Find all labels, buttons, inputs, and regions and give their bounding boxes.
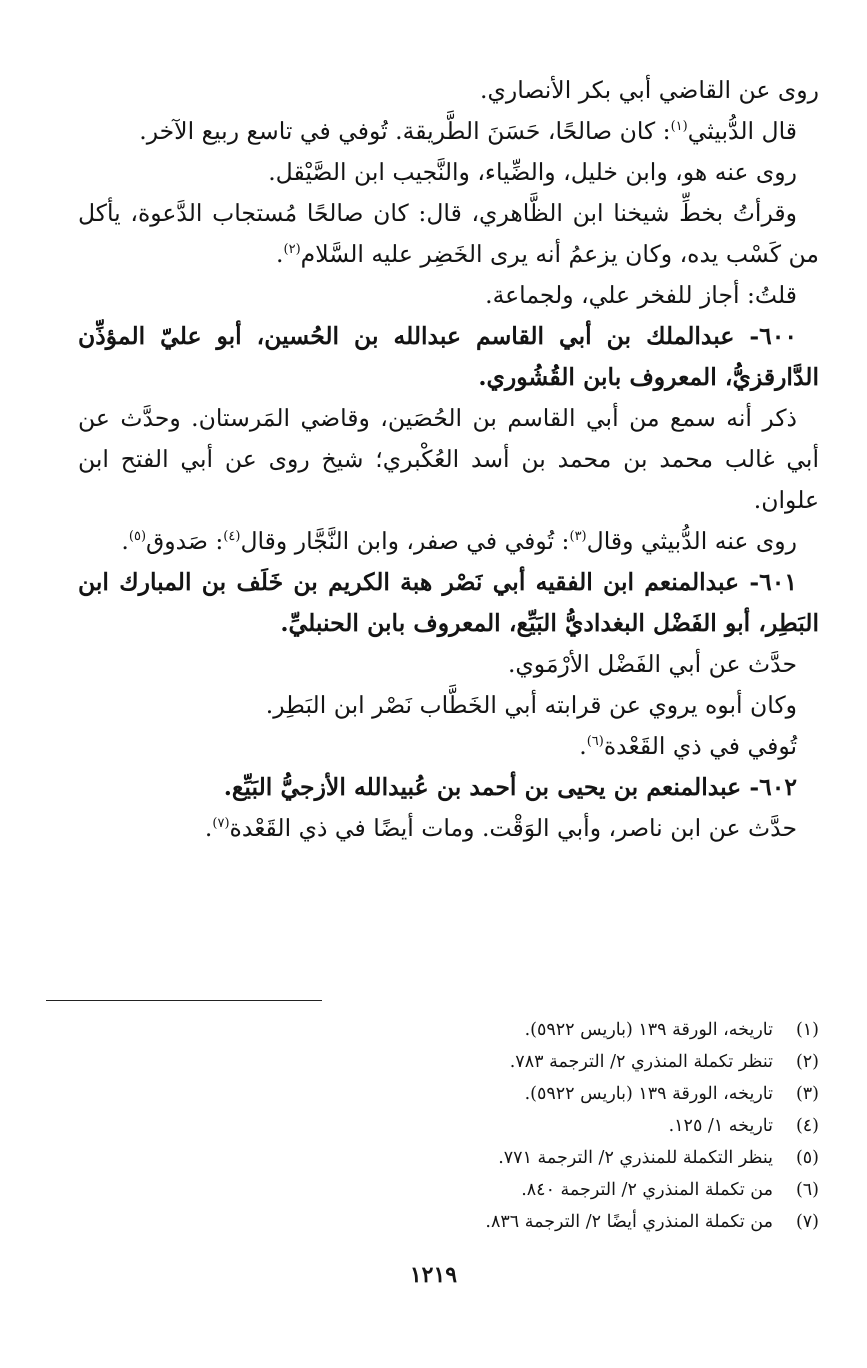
footnote-number: (٥) [795,1148,819,1168]
paragraph: حدَّث عن أبي الفَضْل الأرْمَوي. [507,650,797,678]
paragraph: ذكر أنه سمع من أبي القاسم بن الحُصَين، وقاضي المَرستان. وحدَّث عن أبي غالب محمد بن محمد بن أسد العُكْبري؛ شيخ روى عن أبي الفتح ابن علوان. [78,404,819,514]
entry-heading-602: ٦٠٢- عبدالمنعم بن يحيى بن أحمد بن عُبيدالله الأزجيُّ البَيِّع. [223,773,797,801]
footnote-item [46,1078,819,1110]
footnote-text: تاريخه، الورقة ١٣٩ (باريس ٥٩٢٢). [524,1020,773,1040]
footnote-number: (١) [795,1020,819,1040]
footnote-text: تاريخه، الورقة ١٣٩ (باريس ٥٩٢٢). [524,1084,773,1104]
footnote-ref[interactable]: (٧) [212,816,230,832]
entry-heading-601: ٦٠١- عبدالمنعم ابن الفقيه أبي نَصْر هبة الكريم بن خَلَف بن المبارك ابن البَطِر، أبو الفَضْل البغداديُّ البَيِّع، المعروف بابن الحنبليِّ. [78,568,819,637]
footnote-item [46,1046,819,1078]
footnote-ref[interactable]: (١) [670,119,688,135]
entry-heading-600: ٦٠٠- عبدالملك بن أبي القاسم عبدالله بن الحُسين، أبو عليّ المؤذِّن الدَّارقزيُّ، المعروف بابن القُشُوري. [78,322,819,391]
footnote-text: من تكملة المنذري أيضًا ٢/ الترجمة ٨٣٦. [485,1212,773,1232]
footnote-item [46,1142,819,1174]
footnote-ref[interactable]: (٢) [283,242,301,258]
footnote-ref[interactable]: (٦) [586,734,604,750]
footnote-item [46,1174,819,1206]
footnote-item [46,1206,819,1238]
paragraph: وقرأتُ بخطِّ شيخنا ابن الظَّاهري، قال: كان صالحًا مُستجاب الدَّعوة، يأكل من كَسْب يده، وكان يزعمُ أنه يرى الخَضِر عليه السَّلام$^{(٢)}$. [78,199,819,268]
footnote-ref[interactable]: (٤) [223,529,241,545]
page-number: ١٢١٩ [409,1262,458,1288]
footnote-text: تنظر تكملة المنذري ٢/ الترجمة ٧٨٣. [509,1052,773,1072]
paragraph: قال الدُّبيثي$^{(١)}$: كان صالحًا، حَسَنَ الطَّريقة. تُوفي في تاسع ربيع الآخر. [139,117,797,145]
paragraph: قلتُ: أجاز للفخر علي، ولجماعة. [485,281,797,309]
footnote-text: من تكملة المنذري ٢/ الترجمة ٨٤٠. [521,1180,773,1200]
paragraph: روى عنه هو، وابن خليل، والضِّياء، والنَّجيب ابن الصَّيْقل. [268,158,797,186]
footnote-ref[interactable]: (٣) [569,529,587,545]
paragraph-continuation: روى عن القاضي أبي بكر الأنصاري. [480,76,819,104]
footnote-item [46,1110,819,1142]
paragraph: وكان أبوه يروي عن قرابته أبي الخَطَّاب نَصْر ابن البَطِر. [265,691,797,719]
footnote-item [46,1014,819,1046]
footnote-number: (٤) [795,1116,819,1136]
paragraph: حدَّث عن ابن ناصر، وأبي الوَقْت. ومات أيضًا في ذي القَعْدة$^{(٧)}$. [204,814,797,842]
footnote-number: (٣) [795,1084,819,1104]
footnote-number: (٧) [795,1212,819,1232]
footnote-text: تاريخه ١/ ١٢٥. [668,1116,773,1136]
footnotes-list [46,1014,819,1238]
footnote-divider [46,1000,322,1001]
paragraph: روى عنه الدُّبيثي وقال$^{(٣)}$: تُوفي في صفر، وابن النَّجَّار وقال$^{(٤)}$: صَدوق$^{(٥)}$. [121,527,797,555]
footnote-text: ينظر التكملة للمنذري ٢/ الترجمة ٧٧١. [498,1148,773,1168]
paragraph: تُوفي في ذي القَعْدة$^{(٦)}$. [579,732,797,760]
main-text [78,70,819,849]
footnote-number: (٢) [795,1052,819,1072]
footnote-ref[interactable]: (٥) [128,529,147,545]
footnote-number: (٦) [795,1180,819,1200]
